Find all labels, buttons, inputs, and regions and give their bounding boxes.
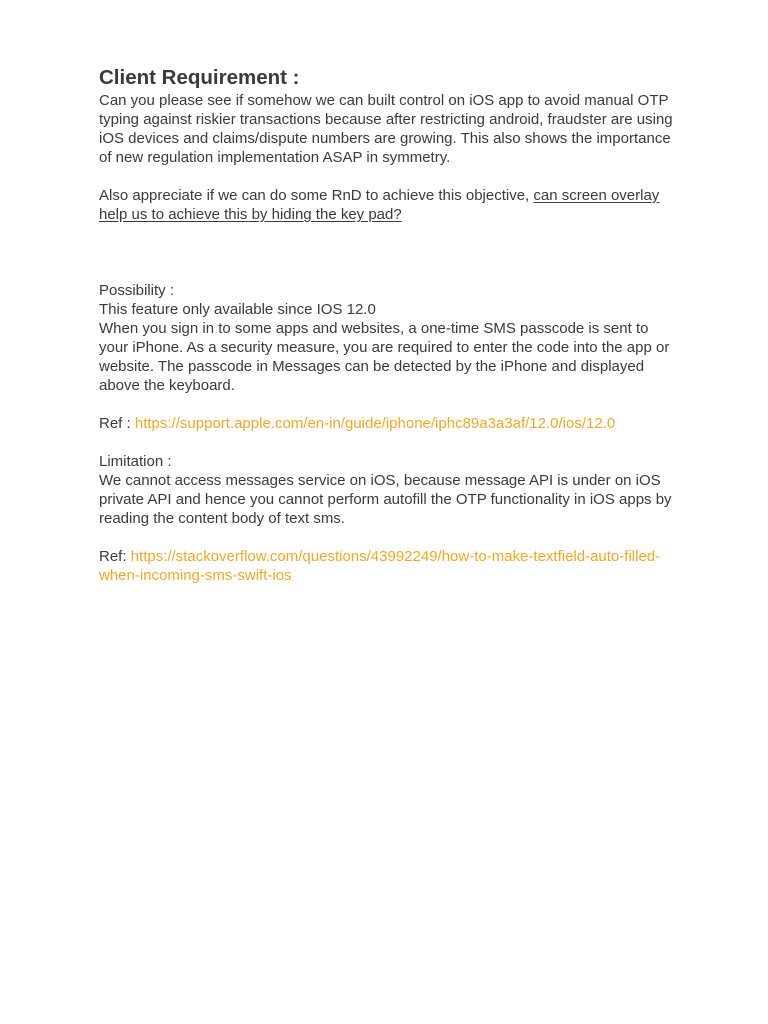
document-page: [99, 64, 679, 585]
spacer: [99, 433, 679, 452]
ref2-label: Ref:: [99, 548, 131, 565]
ref2-line: [99, 547, 679, 585]
possibility-paragraph: When you sign in to some apps and websites, a one-time SMS passcode is sent to your iPhone. As a security measure, you are required to enter the code into the app or website. The passcode in Messages can be detected by the iPhone and displayed above the keyboard.: [99, 320, 670, 394]
spacer: [99, 167, 679, 186]
screen-overlay-question-link[interactable]: can screen overlay help us to achieve this by hiding the key pad?: [99, 187, 660, 223]
rnd-prefix-text: Also appreciate if we can do some RnD to achieve this objective,: [99, 187, 534, 204]
ref1-label: Ref :: [99, 415, 135, 432]
requirement-paragraph: Can you please see if somehow we can built control on iOS app to avoid manual OTP typing against riskier transactions because after restricting android, fraudster are using iOS devices and claims/dispute numbers are growing. This also shows the importance of new regulation implementation ASAP in symmetry.: [99, 92, 673, 166]
ref1-line: [99, 414, 679, 433]
rnd-paragraph: [99, 186, 679, 224]
limitation-paragraph: We cannot access messages service on iOS, because message API is under on iOS private API and hence you cannot perform autofill the OTP functionality in iOS apps by reading the content body of text sms.: [99, 472, 672, 527]
spacer: [99, 528, 679, 547]
limitation-label: Limitation :: [99, 453, 172, 470]
spacer: [99, 395, 679, 414]
client-requirement-heading: Client Requirement :: [99, 66, 300, 89]
possibility-label: Possibility :: [99, 282, 175, 299]
possibility-ios-version-line: This feature only available since IOS 12.0: [99, 301, 376, 318]
spacer: [99, 224, 679, 281]
stackoverflow-link[interactable]: https://stackoverflow.com/questions/43992249/how-to-make-textfield-auto-filled-when-incoming-sms-swift-ios: [99, 548, 661, 584]
apple-support-link[interactable]: https://support.apple.com/en-in/guide/iphone/iphc89a3a3af/12.0/ios/12.0: [134, 415, 616, 432]
